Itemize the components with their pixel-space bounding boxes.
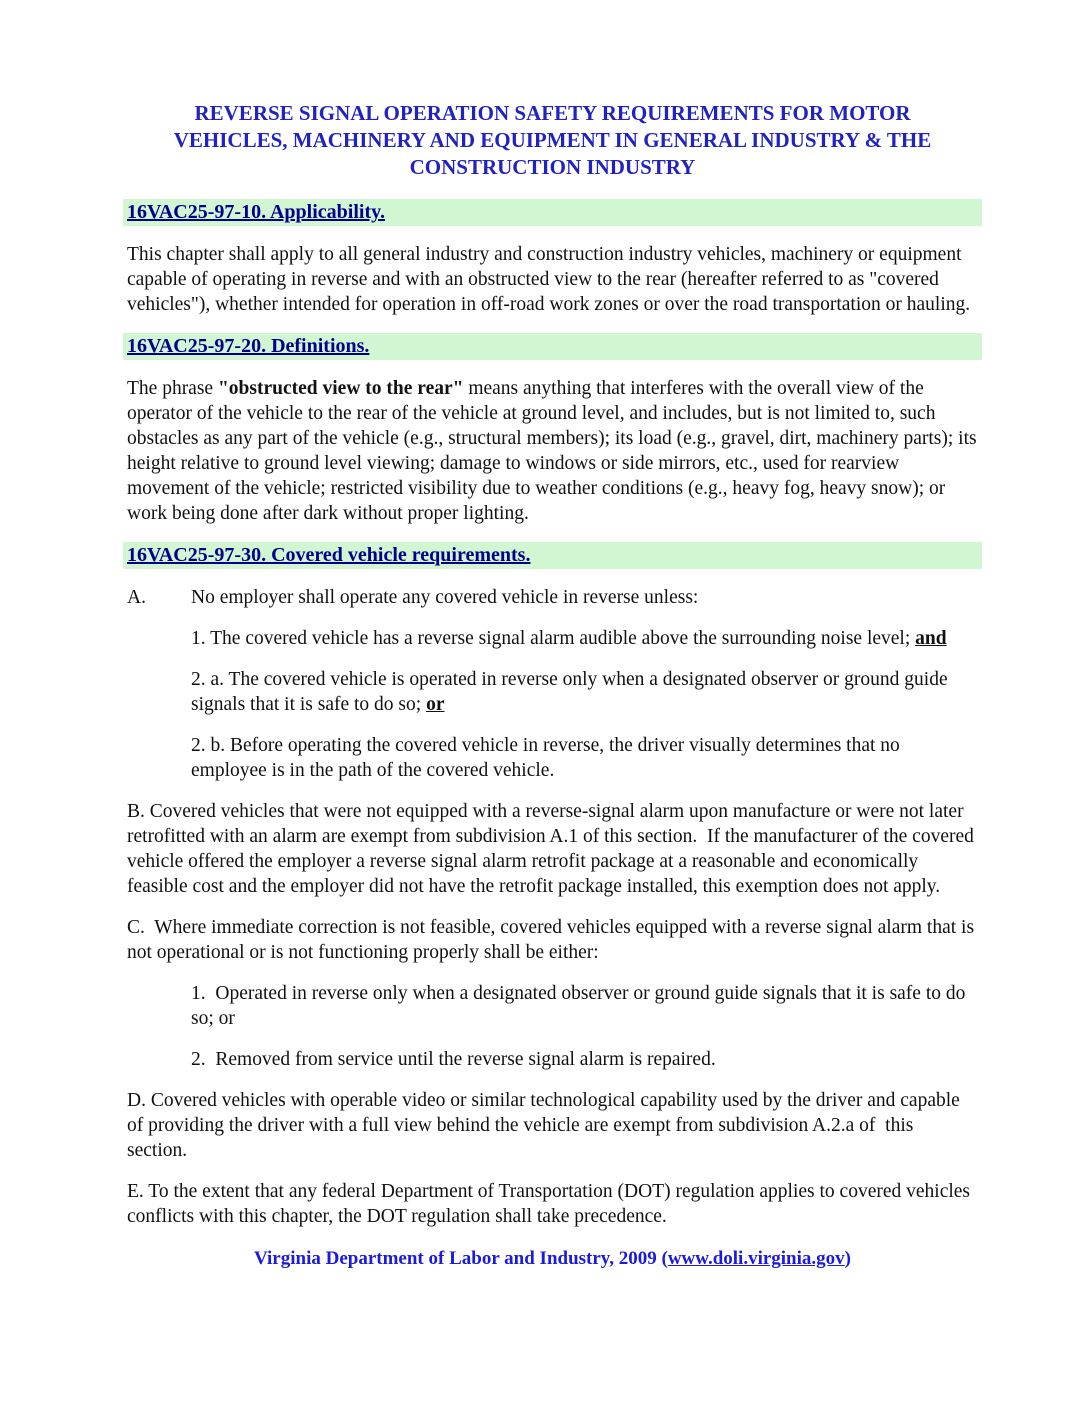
- section-heading-applicability: 16VAC25-97-10. Applicability.: [127, 201, 385, 223]
- paragraph-definitions: [127, 376, 982, 526]
- paragraph-item-c: C. Where immediate correction is not feasible, covered vehicles equipped with a reverse signal alarm that is not operational or is not functioning properly shall be either:: [127, 917, 979, 963]
- paragraph-item-e: E. To the extent that any federal Department of Transportation (DOT) regulation applies to covered vehicles conflicts with this chapter, the DOT regulation shall take precedence.: [127, 1181, 975, 1227]
- footer-link[interactable]: www.doli.virginia.gov: [667, 1248, 845, 1269]
- paragraph-applicability: This chapter shall apply to all general industry and construction industry vehicles, machinery or equipment capable of operating in reverse and with an obstructed view to the rear (hereafter referred to as "covered vehicles"), whether intended for operation in off-road work zones or over the road transportation or hauling.: [127, 244, 971, 315]
- definitions-text-pre: The phrase: [127, 378, 218, 399]
- section-bar-definitions: [123, 333, 982, 360]
- item-a-label: A.: [127, 587, 146, 608]
- paragraph-item-a2b: 2. b. Before operating the covered vehicle in reverse, the driver visually determines that no employee is in the path of the covered vehicle.: [191, 735, 905, 781]
- item-a1-conjunction: and: [915, 628, 947, 649]
- definitions-text-post: means anything that interferes with the overall view of the operator of the vehicle to the rear of the vehicle at ground level, and includes, but is not limited to, such obstacles as any part of the vehicle (e.g., structural members); its load (e.g., gravel, dirt, machinery parts); its height relative to ground level viewing; damage to windows or side mirrors, etc., used for rearview movement of the vehicle; restricted visibility due to weather conditions (e.g., heavy fog, heavy snow); or work being done after dark without proper lighting.: [127, 378, 982, 524]
- paragraph-item-d: D. Covered vehicles with operable video or similar technological capability used by the driver and capable of providing the driver with a full view behind the vehicle are exempt from subdivision A.2.a of this section.: [127, 1090, 965, 1161]
- item-a2a-conjunction: or: [426, 694, 445, 715]
- defined-phrase: "obstructed view to the rear": [217, 378, 464, 399]
- section-bar-covered-vehicle-requirements: [123, 542, 982, 569]
- footer: [127, 1247, 978, 1271]
- paragraph-item-b: B. Covered vehicles that were not equipped with a reverse-signal alarm upon manufacture or were not later retrofitted with an alarm are exempt from subdivision A.1 of this section. If the manufacturer of the covered vehicle offered the employer a reverse signal alarm retrofit package at a reasonable and economically feasible cost and the employer did not have the retrofit package installed, this exemption does not apply.: [127, 801, 979, 897]
- section-heading-covered-vehicle-requirements: 16VAC25-97-30. Covered vehicle requirements.: [127, 544, 531, 566]
- item-a1-text: 1. The covered vehicle has a reverse signal alarm audible above the surrounding noise level;: [191, 628, 916, 649]
- paragraph-item-a2a: [191, 667, 978, 717]
- footer-text-post: ): [844, 1248, 851, 1269]
- page-title: REVERSE SIGNAL OPERATION SAFETY REQUIREMENTS FOR MOTOR VEHICLES, MACHINERY AND EQUIPMENT IN GENERAL INDUSTRY & THE CONSTRUCTION INDUSTRY: [173, 101, 932, 179]
- paragraph-item-c2: 2. Removed from service until the reverse signal alarm is repaired.: [191, 1049, 716, 1070]
- section-bar-applicability: [123, 199, 982, 226]
- footer-text-pre: Virginia Department of Labor and Industry, 2009 (: [254, 1248, 668, 1269]
- item-a-text: No employer shall operate any covered vehicle in reverse unless:: [191, 587, 699, 608]
- paragraph-item-c1: 1. Operated in reverse only when a designated observer or ground guide signals that it is safe to do so; or: [191, 983, 971, 1029]
- section-heading-definitions: 16VAC25-97-20. Definitions.: [127, 335, 370, 357]
- paragraph-item-a1: [191, 626, 978, 651]
- paragraph-item-a: [127, 585, 978, 610]
- item-a2a-text: 2. a. The covered vehicle is operated in reverse only when a designated observer or ground guide signals that it is safe to do so;: [191, 669, 953, 715]
